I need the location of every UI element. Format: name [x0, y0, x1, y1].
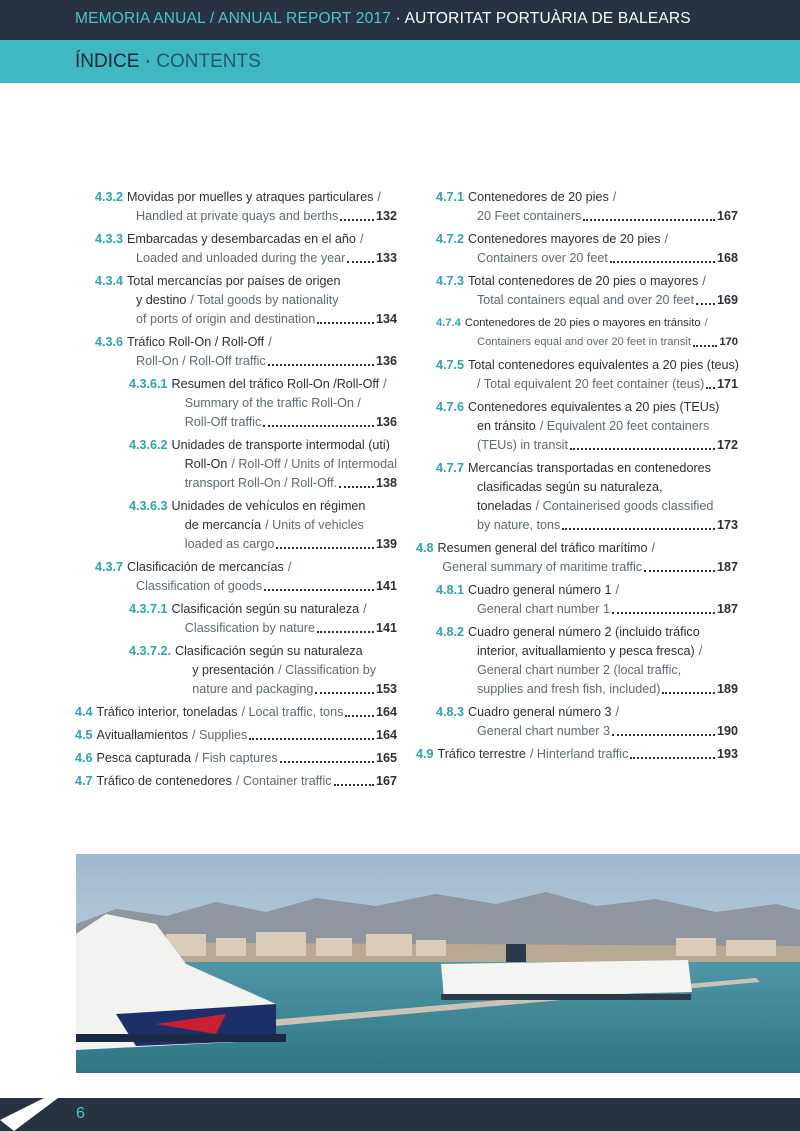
- toc-entry-number: 4.5: [75, 728, 93, 742]
- leader-dots: [276, 546, 374, 549]
- toc-entry-title-es: Roll-On: [184, 457, 228, 471]
- toc-entry-title-en: / Units of vehicles: [265, 518, 364, 532]
- toc-entry-page: 141: [375, 579, 397, 593]
- leader-dots: [345, 714, 374, 717]
- toc-entry-title-en: /: [612, 190, 617, 204]
- toc-entry-title-es: clasificadas según su naturaleza,: [477, 480, 663, 494]
- toc-entry-line: [436, 661, 738, 680]
- toc-entry-line: [436, 249, 738, 268]
- toc-entry-line: [129, 455, 397, 474]
- toc-entry-title-es: Tráfico Roll-On / Roll-Off: [127, 335, 265, 349]
- toc-entry-line: [129, 497, 397, 516]
- title-separator: /: [205, 10, 219, 27]
- toc-entry-title-es: Contenedores equivalentes a 20 pies (TEUs): [468, 400, 720, 414]
- toc-entry-title-en: /: [664, 232, 669, 246]
- toc-entry-page: 134: [375, 312, 397, 326]
- toc-entry-line: [95, 207, 397, 226]
- toc-entry[interactable]: [75, 436, 397, 493]
- toc-entry-title-es: Tráfico de contenedores: [96, 774, 232, 788]
- toc-entry-title-en: / Classification by: [278, 663, 377, 677]
- toc-entry-title-en: /: [651, 541, 656, 555]
- toc-entry-page: 139: [375, 537, 397, 551]
- leader-dots: [644, 569, 715, 572]
- toc-entry-line: [436, 680, 738, 699]
- toc-entry[interactable]: [416, 314, 738, 352]
- toc-entry-title-en: / Fish captures: [195, 751, 278, 765]
- toc-entry[interactable]: [416, 745, 738, 764]
- leader-dots: [263, 424, 374, 427]
- toc-entry-page: 170: [719, 336, 738, 348]
- leader-dots: [693, 344, 717, 347]
- toc-entry[interactable]: [75, 230, 397, 268]
- toc-entry-title-en: General chart number 3: [477, 724, 611, 738]
- toc-entry-title-es: de mercancía: [184, 518, 262, 532]
- toc-entry-line: [436, 230, 738, 249]
- leader-dots: [610, 260, 715, 263]
- toc-entry-title-en: / Hinterland traffic: [529, 747, 629, 761]
- toc-entry-title-en: Handled at private quays and berths: [136, 209, 339, 223]
- toc-entry-title-en: Classification of goods: [136, 579, 263, 593]
- toc-entry-page: 138: [375, 476, 397, 490]
- toc-entry-page: 189: [716, 682, 738, 696]
- toc-entry-line: [129, 474, 397, 493]
- leader-dots: [264, 588, 374, 591]
- toc-entry[interactable]: [416, 356, 738, 394]
- toc-entry-title-en: / Total goods by nationality: [190, 293, 339, 307]
- toc-entry-line: [436, 333, 738, 352]
- toc-entry-title-en: /: [615, 583, 620, 597]
- toc-entry-page: 132: [375, 209, 397, 223]
- toc-entry-number: 4.9: [416, 747, 434, 761]
- title-separator-dot: ·: [391, 10, 405, 27]
- toc-entry[interactable]: [416, 398, 738, 455]
- harbor-illustration: [76, 854, 800, 1073]
- toc-entry-number: 4.8.1: [436, 583, 465, 597]
- leader-dots: [696, 302, 715, 305]
- toc-entry-line: [95, 352, 397, 371]
- toc-entry-number: 4.7.3: [436, 274, 465, 288]
- toc-entry-page: 141: [375, 621, 397, 635]
- leader-dots: [612, 611, 715, 614]
- toc-entry-number: 4.3.6: [95, 335, 124, 349]
- toc-entry-title-en: Containers equal and over 20 feet in transit: [477, 336, 691, 348]
- toc-entry-line: [416, 745, 738, 764]
- toc-entry[interactable]: [75, 600, 397, 638]
- toc-entry-line: [436, 722, 738, 741]
- toc-entry-title-es: Cuadro general número 2 (incluido tráfico: [468, 625, 700, 639]
- toc-entry-number: 4.3.4: [95, 274, 124, 288]
- toc-entry-line: [436, 417, 738, 436]
- leader-dots: [662, 691, 715, 694]
- toc-entry-number: 4.7.2: [436, 232, 465, 246]
- toc-entry-line: [95, 272, 397, 291]
- toc-entry-page: 169: [716, 293, 738, 307]
- toc-entry-number: 4.7.5: [436, 358, 465, 372]
- toc-entry-title-es: Tráfico terrestre: [437, 747, 526, 761]
- toc-entry-page: 164: [375, 728, 397, 742]
- toc-entry-title-en: (TEUs) in transit: [477, 438, 568, 452]
- toc-entry-number: 4.8.2: [436, 625, 465, 639]
- toc-right-column: [416, 188, 738, 768]
- toc-entry-page: 172: [716, 438, 738, 452]
- toc-entry[interactable]: [75, 558, 397, 596]
- toc-entry-line: [75, 749, 397, 768]
- toc-entry[interactable]: [75, 333, 397, 371]
- toc-entry-title-en: loaded as cargo: [184, 537, 275, 551]
- toc-entry-line: [95, 291, 397, 310]
- toc-entry-number: 4.8: [416, 541, 434, 555]
- top-header-bar: [0, 0, 800, 40]
- leader-dots: [339, 485, 374, 488]
- toc-entry-title-es: Resumen del tráfico Roll-On /Roll-Off: [171, 377, 380, 391]
- toc-entry-number: 4.3.6.1: [129, 377, 168, 391]
- leader-dots: [249, 737, 374, 740]
- toc-entry-line: [95, 577, 397, 596]
- toc-entry-title-es: Clasificación según su naturaleza: [171, 602, 360, 616]
- toc-entry-title-en: / Local traffic, tons: [241, 705, 344, 719]
- toc-entry-title-en: Containers over 20 feet: [477, 251, 608, 265]
- toc-entry-title-en: / Supplies: [192, 728, 248, 742]
- toc-entry[interactable]: [75, 375, 397, 432]
- leader-dots: [562, 527, 715, 530]
- toc-entry-title-es: Cuadro general número 3: [468, 705, 612, 719]
- toc-entry-line: [129, 413, 397, 432]
- toc-entry-title-en: Classification by nature: [184, 621, 315, 635]
- toc-entry-title-es: Movidas por muelles y atraques particulares: [127, 190, 374, 204]
- toc-entry-title-en: /: [268, 335, 272, 349]
- toc-entry-page: 167: [375, 774, 397, 788]
- toc-entry[interactable]: [75, 188, 397, 226]
- toc-entry-page: 190: [716, 724, 738, 738]
- toc-entry-page: 173: [716, 518, 738, 532]
- toc-entry-line: [436, 375, 738, 394]
- toc-entry-title-en: General chart number 2 (local traffic,: [477, 663, 682, 677]
- leader-dots: [706, 386, 715, 389]
- toc-entry-title-es: Mercancías transportadas en contenedores: [468, 461, 711, 475]
- toc-entry-line: [95, 558, 397, 577]
- toc-entry-line: [129, 600, 397, 619]
- toc-entry-page: 187: [716, 560, 738, 574]
- toc-entry-line: [416, 558, 738, 577]
- toc-entry-page: 136: [375, 354, 397, 368]
- toc-entry-title-es: Pesca capturada: [96, 751, 192, 765]
- toc-entry-line: [436, 623, 738, 642]
- toc-entry-title-en: of ports of origin and destination: [136, 312, 316, 326]
- toc-entry-title-en: /: [704, 317, 708, 329]
- toc-entry-line: [416, 539, 738, 558]
- page-number: 6: [76, 1105, 85, 1122]
- toc-entry[interactable]: [416, 703, 738, 741]
- toc-entry-title-en: by nature, tons: [477, 518, 561, 532]
- toc-entry-title-es: Avituallamientos: [96, 728, 188, 742]
- toc-entry-title-es: toneladas: [477, 499, 532, 513]
- leader-dots: [612, 733, 715, 736]
- toc-entry-line: [436, 356, 738, 375]
- toc-entry-title-en: /: [698, 644, 703, 658]
- toc-entry-line: [129, 619, 397, 638]
- toc-entry[interactable]: [416, 272, 738, 310]
- toc-entry-title-es: Tráfico interior, toneladas: [96, 705, 238, 719]
- leader-dots: [317, 321, 374, 324]
- toc-entry-title-es: Clasificación según su naturaleza: [175, 644, 363, 658]
- toc-entry[interactable]: [416, 623, 738, 699]
- toc-entry-title-es: Clasificación de mercancías: [127, 560, 284, 574]
- toc-entry-title-en: supplies and fresh fish, included): [477, 682, 661, 696]
- toc-entry-number: 4.3.6.2: [129, 438, 168, 452]
- toc-entry-title-en: General chart number 1: [477, 602, 611, 616]
- toc-entry-page: 168: [716, 251, 738, 265]
- toc-entry-line: [129, 642, 397, 661]
- toc-entry-line: [129, 375, 397, 394]
- toc-entry-line: [129, 394, 397, 413]
- toc-entry-title-en: / Roll-Off / Units of Intermodal: [231, 457, 397, 471]
- toc-entry-number: 4.7.6: [436, 400, 465, 414]
- toc-entry-page: 153: [375, 682, 397, 696]
- toc-entry-title-en: Roll-On / Roll-Off traffic: [136, 354, 266, 368]
- toc-entry-number: 4.3.3: [95, 232, 124, 246]
- toc-entry-line: [95, 333, 397, 352]
- toc-entry-number: 4.4: [75, 705, 93, 719]
- toc-entry-page: 187: [716, 602, 738, 616]
- toc-entry[interactable]: [75, 272, 397, 329]
- leader-dots: [280, 760, 374, 763]
- harbor-photo: [76, 854, 800, 1073]
- toc-entry-number: 4.3.7.2.: [129, 644, 172, 658]
- leader-dots: [583, 218, 715, 221]
- toc-entry-page: 164: [375, 705, 397, 719]
- toc-entry-title-en: / Containerised goods classified: [535, 499, 714, 513]
- toc-entry-line: [436, 398, 738, 417]
- toc-entry[interactable]: [416, 539, 738, 577]
- toc-entry-line: [436, 703, 738, 722]
- toc-entry-number: 4.7.4: [436, 317, 461, 329]
- toc-entry-title-es: Contenedores de 20 pies: [468, 190, 609, 204]
- toc-entry-line: [436, 459, 738, 478]
- toc-entry-number: 4.3.7.1: [129, 602, 168, 616]
- toc-entry[interactable]: [75, 703, 397, 722]
- toc-entry-page: 167: [716, 209, 738, 223]
- toc-entry-title-en: /: [615, 705, 620, 719]
- toc-entry-page: 136: [375, 415, 397, 429]
- section-title-separator: ·: [139, 51, 157, 72]
- leader-dots: [630, 756, 715, 759]
- toc-entry-title-es: en tránsito: [477, 419, 536, 433]
- toc-entry-line: [129, 680, 397, 699]
- toc-entry-line: [129, 516, 397, 535]
- toc-entry-line: [95, 310, 397, 329]
- toc-entry[interactable]: [416, 459, 738, 535]
- toc-entry[interactable]: [416, 188, 738, 226]
- toc-entry-number: 4.3.6.3: [129, 499, 168, 513]
- toc-entry-title-es: Unidades de transporte intermodal (uti): [171, 438, 390, 452]
- toc-entry[interactable]: [75, 749, 397, 768]
- toc-entry-line: [436, 272, 738, 291]
- title-es: MEMORIA ANUAL: [75, 10, 206, 27]
- organization-name: AUTORITAT PORTUÀRIA DE BALEARS: [404, 10, 691, 27]
- toc-entry-title-en: /: [287, 560, 292, 574]
- toc-entry-title-en: / Container traffic: [235, 774, 332, 788]
- toc-entry-line: [129, 535, 397, 554]
- toc-entry-number: 4.3.2: [95, 190, 124, 204]
- toc-entry-title-es: interior, avituallamiento y pesca fresca): [477, 644, 695, 658]
- toc-entry-line: [95, 188, 397, 207]
- toc-entry-title-es: Total mercancías por países de origen: [127, 274, 341, 288]
- toc-entry-title-en: Total containers equal and over 20 feet: [477, 293, 695, 307]
- section-title-en: CONTENTS: [156, 51, 261, 72]
- toc-entry-title-en: Roll-Off traffic: [184, 415, 262, 429]
- report-title: [75, 10, 691, 28]
- toc-entry-line: [129, 661, 397, 680]
- toc-entry-line: [436, 207, 738, 226]
- toc-entry-title-en: /: [383, 377, 387, 391]
- toc-entry-title-es: Total contenedores de 20 pies o mayores: [468, 274, 699, 288]
- toc-entry-title-es: Total contenedores equivalentes a 20 pies (teus): [468, 358, 739, 372]
- toc-entry-title-en: General summary of maritime traffic: [442, 560, 643, 574]
- toc-entry-line: [75, 772, 397, 791]
- toc-entry-page: 165: [375, 751, 397, 765]
- toc-entry-title-en: Summary of the traffic Roll-On /: [184, 396, 361, 410]
- section-bar: [0, 40, 800, 83]
- toc-entry-number: 4.6: [75, 751, 93, 765]
- toc-entry-line: [436, 642, 738, 661]
- toc-entry-title-en: / Equivalent 20 feet containers: [539, 419, 710, 433]
- toc-entry-title-es: Unidades de vehículos en régimen: [171, 499, 366, 513]
- toc-left-column: [75, 188, 397, 795]
- toc-entry-line: [75, 726, 397, 745]
- toc-entry-title-en: transport Roll-On / Roll-Off.: [184, 476, 338, 490]
- toc-entry-number: 4.3.7: [95, 560, 124, 574]
- toc-entry-line: [436, 436, 738, 455]
- toc-entry-number: 4.8.3: [436, 705, 465, 719]
- toc-entry-title-en: /: [702, 274, 706, 288]
- footer-stripe-decoration: [0, 1098, 70, 1131]
- title-en: ANNUAL REPORT 2017: [218, 10, 392, 27]
- toc-entry-line: [436, 478, 738, 497]
- toc-entry-line: [436, 497, 738, 516]
- toc-entry-title-en: Loaded and unloaded during the year: [136, 251, 346, 265]
- toc-entry-page: 133: [375, 251, 397, 265]
- toc-entry-title-en: 20 Feet containers: [477, 209, 582, 223]
- toc-entry-page: 171: [716, 377, 738, 391]
- toc-entry-page: 193: [716, 747, 738, 761]
- toc-entry-title-en: nature and packaging: [192, 682, 314, 696]
- toc-entry-line: [95, 249, 397, 268]
- footer-bar: [0, 1098, 800, 1131]
- toc-entry-number: 4.7.1: [436, 190, 465, 204]
- toc-entry-number: 4.7: [75, 774, 93, 788]
- section-title-es: ÍNDICE: [75, 51, 140, 72]
- leader-dots: [347, 260, 374, 263]
- leader-dots: [340, 218, 374, 221]
- toc-entry-line: [75, 703, 397, 722]
- toc-entry-title-es: y destino: [136, 293, 187, 307]
- toc-entry-title-es: y presentación: [192, 663, 275, 677]
- leader-dots: [268, 363, 374, 366]
- toc-entry-title-es: Resumen general del tráfico marítimo: [437, 541, 648, 555]
- toc-entry[interactable]: [416, 230, 738, 268]
- toc-entry-title-es: Contenedores mayores de 20 pies: [468, 232, 661, 246]
- toc-entry-title-en: /: [377, 190, 381, 204]
- toc-entry-line: [436, 581, 738, 600]
- toc-entry[interactable]: [75, 726, 397, 745]
- leader-dots: [317, 630, 374, 633]
- toc-entry[interactable]: [75, 497, 397, 554]
- leader-dots: [570, 447, 715, 450]
- leader-dots: [315, 691, 374, 694]
- toc-entry-title-en: /: [363, 602, 367, 616]
- toc-entry[interactable]: [416, 581, 738, 619]
- toc-entry-title-es: Contenedores de 20 pies o mayores en tránsito: [464, 317, 701, 329]
- toc-entry-number: 4.7.7: [436, 461, 465, 475]
- section-title: [75, 51, 261, 73]
- toc-entry-line: [436, 600, 738, 619]
- toc-entry[interactable]: [75, 642, 397, 699]
- toc-entry-line: [436, 188, 738, 207]
- toc-entry-line: [95, 230, 397, 249]
- toc-entry-line: [436, 516, 738, 535]
- toc-entry-title-en: / Total equivalent 20 feet container (teus): [477, 377, 705, 391]
- toc-entry-line: [436, 314, 738, 333]
- toc-entry-line: [129, 436, 397, 455]
- toc-entry[interactable]: [75, 772, 397, 791]
- toc-entry-title-es: Embarcadas y desembarcadas en el año: [127, 232, 356, 246]
- toc-entry-title-es: Cuadro general número 1: [468, 583, 612, 597]
- toc-entry-title-en: /: [359, 232, 364, 246]
- leader-dots: [334, 783, 374, 786]
- toc-entry-line: [436, 291, 738, 310]
